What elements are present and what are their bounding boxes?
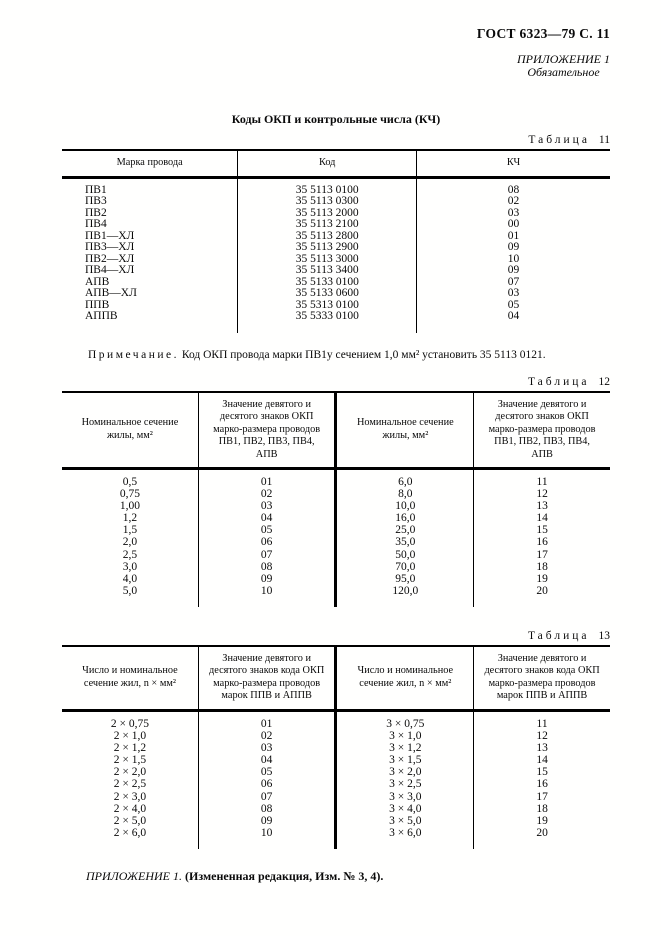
table11-label-word: Таблица [528,134,590,146]
table-cell: 01 [198,469,336,489]
table-row [62,219,610,231]
table-cell: 07 [198,791,336,803]
table-cell: 20 [474,585,610,607]
appendix-subtitle: Обязательное [527,65,600,79]
table-cell: 2 × 4,0 [113,802,147,815]
table-cell: 09 [198,573,336,585]
table-row [62,815,610,827]
table-cell: 35 5113 2800 [238,231,417,243]
table-cell: 3 × 2,0 [336,766,474,778]
table-cell: 00 [417,219,610,231]
table-cell: 35 5313 0100 [238,300,417,312]
table-cell: 25,0 [336,524,474,536]
table-cell: 35 5113 0100 [238,177,417,196]
table-row [62,585,610,607]
table-cell: 13 [474,742,610,754]
table-cell: 95,0 [336,573,474,585]
column-header: Значение девятого и десятого знаков кода ОКП марко-размера проводов марок ППВ и АППВ [474,646,610,711]
table-cell: 35 5333 0100 [238,311,417,333]
appendix-block [62,53,610,81]
table-cell: 2,0 [122,536,138,549]
okp-codes-table-head [62,150,610,177]
table-cell: 8,0 [336,488,474,500]
header-row [62,392,610,469]
table-cell: 120,0 [336,585,474,607]
table-cell: 04 [198,512,336,524]
column-header: Марка провода [62,150,238,177]
table-cell: 35 5113 3000 [238,254,417,266]
table-cell: 10,0 [336,500,474,512]
table12-label [62,376,610,388]
table-cell: 2,5 [122,548,138,561]
table-cell: 08 [417,177,610,196]
column-header: Значение девятого и десятого знаков ОКП марко-размера проводов ПВ1, ПВ2, ПВ3, ПВ4, АПВ [198,392,336,469]
table-cell: 3 × 0,75 [336,710,474,730]
table-cell: 12 [474,730,610,742]
table-cell: 06 [198,778,336,790]
table-cell: 04 [198,754,336,766]
note-label: Примечание. [88,348,179,361]
single-core-table-head [62,392,610,469]
okp-codes-table [62,149,610,333]
table-cell: 16,0 [336,512,474,524]
table-cell: 05 [198,766,336,778]
table-cell: 14 [474,512,610,524]
table-cell: 2 × 1,0 [113,730,147,743]
table-cell: 04 [417,311,610,333]
table-cell: 08 [198,803,336,815]
table-cell: 06 [198,536,336,548]
document-title: Коды ОКП и контрольные числа (КЧ) [231,112,441,126]
table-cell: 3 × 3,0 [336,791,474,803]
table-cell: 2 × 3,0 [113,790,147,803]
table-cell: 2 × 1,2 [113,742,147,755]
table-cell: ПВ1—ХЛ [85,229,135,242]
table-row [62,536,610,548]
table-cell: 09 [417,265,610,277]
table-cell: 35 5133 0600 [238,288,417,300]
table-cell: 3 × 2,5 [336,778,474,790]
column-header: Число и номинальное сечение жил, n × мм² [336,646,474,711]
table-row [62,196,610,208]
table-cell: 10 [417,254,610,266]
table13-label-number: 13 [598,629,610,642]
table-row [62,469,610,489]
table12-label-word: Таблица [527,375,590,388]
table-cell: 03 [198,742,336,754]
table-cell: 35 5113 2100 [238,219,417,231]
table-cell: 13 [474,500,610,512]
table-cell: 08 [198,561,336,573]
table-row [62,754,610,766]
table-cell: 02 [198,488,336,500]
table-cell: 35 5113 2900 [238,242,417,254]
table-cell: 35,0 [336,536,474,548]
table-cell: 07 [417,277,610,289]
table-cell: 17 [474,549,610,561]
table12-label-number: 12 [598,375,610,388]
table-cell: 3 × 1,5 [336,754,474,766]
table-row [62,742,610,754]
table-cell: АПВ [85,275,110,288]
table-cell: АППВ [85,310,118,322]
table-cell: 3 × 4,0 [336,803,474,815]
multi-core-table-body [62,710,610,848]
table-row [62,288,610,300]
column-header: Номинальное сечение жилы, мм² [62,392,198,469]
table-row [62,488,610,500]
table-row [62,561,610,573]
table-cell: 0,5 [122,476,138,488]
table-cell: 02 [198,730,336,742]
table-row [62,500,610,512]
table-cell: 19 [474,573,610,585]
table-cell: 70,0 [336,561,474,573]
table-cell: 02 [417,196,610,208]
table-cell: 20 [474,827,610,849]
table-cell: 19 [474,815,610,827]
table-cell: 2 × 6,0 [113,826,147,839]
table-cell: АПВ—ХЛ [85,287,137,299]
table-note [62,349,610,361]
header-row [62,646,610,711]
table-cell: 35 5133 0100 [238,277,417,289]
table-row [62,827,610,849]
column-header: Значение девятого и десятого знаков кода ОКП марко-размера проводов марок ППВ и АППВ [198,646,336,711]
table-cell: ПВ4—ХЛ [85,264,135,276]
table-row [62,265,610,277]
table-cell: ПВ1 [85,183,107,196]
table-row [62,803,610,815]
table-cell: 16 [474,778,610,790]
okp-codes-table-body [62,177,610,333]
table-cell: 2 × 0,75 [110,717,149,730]
footer-appendix-ref: ПРИЛОЖЕНИЕ 1. [86,868,182,883]
table-cell: 05 [417,300,610,312]
gost-page-header: ГОСТ 6323—79 С. 11 [476,26,610,41]
footer-revision-note: (Измененная редакция, Изм. № 3, 4). [181,868,384,883]
appendix-title: ПРИЛОЖЕНИЕ 1 [517,52,610,66]
table-cell: 09 [198,815,336,827]
table-cell: 01 [198,710,336,730]
table-row [62,791,610,803]
table-cell: 0,75 [119,488,140,501]
table-row [62,177,610,196]
table13-label [62,630,610,642]
table-cell: 16 [474,536,610,548]
table-cell: 03 [198,500,336,512]
table-cell: 18 [474,803,610,815]
table-cell: ПВ3—ХЛ [85,241,135,253]
table-cell: 3,0 [122,560,138,573]
table-cell: 1,00 [119,500,140,513]
table-cell: 10 [198,585,336,607]
table-cell: 03 [417,208,610,220]
table11-label [62,134,610,146]
table-cell: ППВ [85,298,110,311]
column-header: Значение девятого и десятого знаков ОКП марко-размера проводов ПВ1, ПВ2, ПВ3, ПВ4, АПВ [474,392,610,469]
table-cell: ПВ3 [85,195,107,207]
table-cell: ПВ4 [85,218,107,230]
table-cell: 09 [417,242,610,254]
table-row [62,512,610,524]
page-footer [62,869,610,884]
column-header: КЧ [417,150,610,177]
table-cell: 14 [474,754,610,766]
table-cell: 15 [474,766,610,778]
header-row [62,150,610,177]
table-row [62,242,610,254]
table-cell: 4,0 [122,572,138,585]
table-row [62,710,610,730]
table-cell: 2 × 2,0 [113,766,147,779]
note-text: Код ОКП провода марки ПВ1у сечением 1,0 мм² установить 35 5113 0121. [178,348,546,361]
table-cell: 5,0 [122,584,138,597]
table-cell: 50,0 [336,549,474,561]
table-cell: 10 [198,827,336,849]
column-header: Число и номинальное сечение жил, n × мм² [62,646,198,711]
table-cell: 12 [474,488,610,500]
appendix-inner [517,53,610,79]
multi-core-table-head [62,646,610,711]
table-row [62,730,610,742]
table-cell: 11 [474,469,610,489]
table-row [62,766,610,778]
table-cell: ПВ2—ХЛ [85,252,135,265]
table-row [62,549,610,561]
table-cell: 18 [474,561,610,573]
table13-label-word: Таблица [527,629,590,642]
table-cell: 17 [474,791,610,803]
table-cell: 3 × 6,0 [336,827,474,849]
table-cell: 2 × 2,5 [113,778,147,791]
single-core-table-body [62,469,610,607]
table-cell: 01 [417,231,610,243]
column-header: Код [238,150,417,177]
table-cell: 1,2 [122,512,138,525]
table-row [62,524,610,536]
table-cell: 35 5113 2000 [238,208,417,220]
table-cell: 05 [198,524,336,536]
table-cell: 35 5113 3400 [238,265,417,277]
table-cell: 07 [198,549,336,561]
table-row [62,573,610,585]
table-cell: 2 × 1,5 [113,754,147,767]
table-cell: 3 × 1,0 [336,730,474,742]
single-core-codes-table [62,391,610,607]
table-cell: 2 × 5,0 [113,814,147,827]
table-cell: 15 [474,524,610,536]
table-cell: 6,0 [336,469,474,489]
table11-label-number: 11 [598,134,610,146]
table-cell: 1,5 [122,524,138,537]
table-cell: 35 5113 0300 [238,196,417,208]
table-cell: 11 [474,710,610,730]
multi-core-codes-table [62,645,610,849]
table-row [62,778,610,790]
column-header: Номинальное сечение жилы, мм² [336,392,474,469]
table-cell: ПВ2 [85,206,107,219]
table-cell: 03 [417,288,610,300]
table-cell: 3 × 5,0 [336,815,474,827]
table-row [62,311,610,333]
table-cell: 3 × 1,2 [336,742,474,754]
